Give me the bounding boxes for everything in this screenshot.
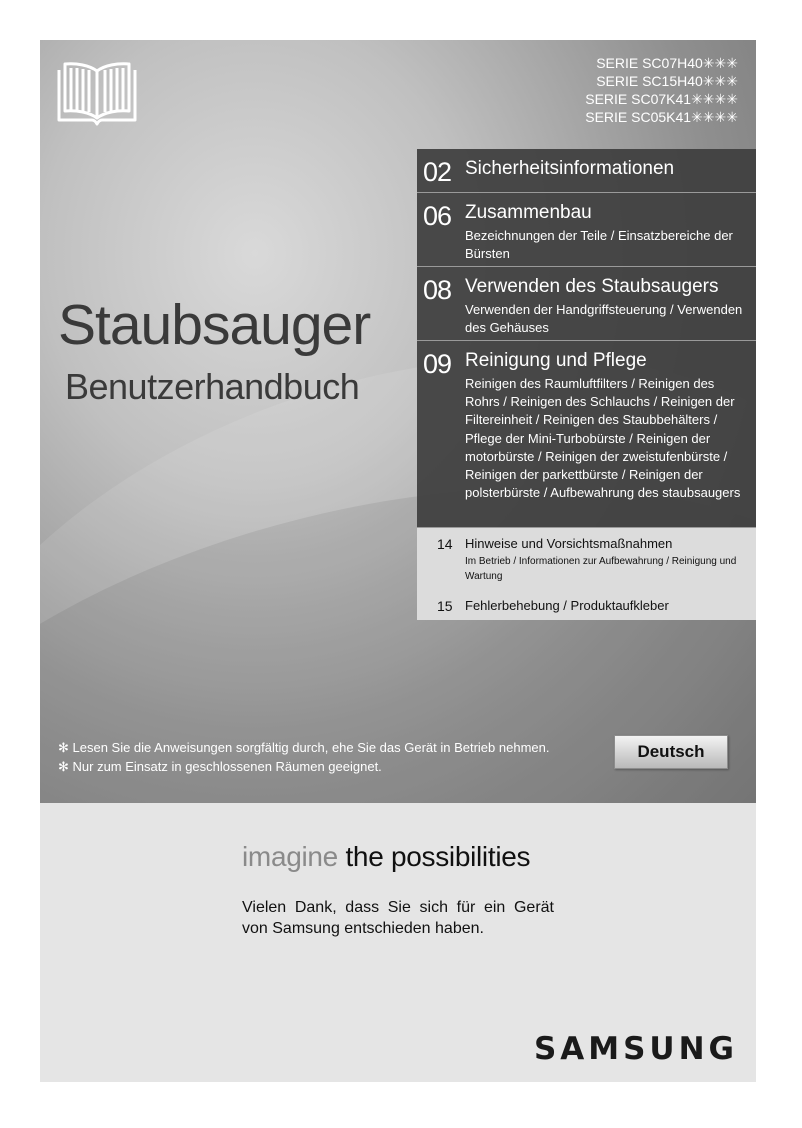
note-line: ✻ Lesen Sie die Anweisungen sorgfältig durch, ehe Sie das Gerät in Betrieb nehmen. [58, 740, 550, 755]
samsung-logo: SAMSUNG [533, 1031, 738, 1067]
series-line: SERIE SC07K41✳✳✳✳ [585, 91, 738, 107]
toc-entry[interactable] [417, 267, 756, 341]
thank-you-text: Vielen Dank, dass Sie sich für ein Gerät von Samsung entschieden haben. [242, 899, 554, 937]
table-of-contents [417, 149, 756, 620]
open-book-icon [54, 58, 140, 130]
note-line: ✻ Nur zum Einsatz in geschlossenen Räumen geeignet. [58, 759, 382, 774]
series-line: SERIE SC15H40✳✳✳ [596, 73, 738, 89]
usage-notes [58, 738, 549, 776]
toc-entry[interactable] [417, 193, 756, 267]
toc-title[interactable]: Hinweise und Vorsichtsmaßnahmen [465, 536, 673, 551]
toc-description: Reinigen des Raumluftfilters / Reinigen des Rohrs / Reinigen des Schlauchs / Reinigen der Filtereinheit / Reinigen des Staubbehälters / Pflege der Mini-Turbobürste / Reinigen der motorbürste / Reinigen der zweistufenbürste / Reinigen der parkettbürste / Reinigen der polsterbürste / Aufbewahrung des staubsaugers [465, 376, 741, 501]
toc-title: Reinigung und Pflege [465, 350, 647, 371]
toc-minor-section [417, 528, 756, 620]
toc-page-number: 15 [437, 598, 453, 614]
document-title: Staubsauger [58, 293, 371, 357]
language-button[interactable]: Deutsch [614, 735, 728, 769]
toc-title: Verwenden des Staubsaugers [465, 276, 719, 297]
toc-title: Zusammenbau [465, 202, 592, 223]
toc-description: Im Betrieb / Informationen zur Aufbewahrung / Reinigung und Wartung [465, 556, 737, 582]
toc-description: Bezeichnungen der Teile / Einsatzbereiche der Bürsten [465, 228, 733, 262]
toc-entry[interactable] [417, 341, 756, 528]
toc-page-number: 14 [437, 536, 453, 552]
series-list [585, 54, 738, 126]
tagline [242, 841, 530, 873]
toc-description: Verwenden der Handgriffsteuerung / Verwenden des Gehäuses [465, 302, 743, 336]
toc-title: Sicherheitsinformationen [465, 158, 675, 179]
toc-entry[interactable] [417, 149, 756, 193]
tagline-imagine: imagine [242, 841, 338, 872]
series-line: SERIE SC07H40✳✳✳ [596, 55, 738, 71]
toc-page-number: 06 [423, 201, 452, 231]
toc-page-number: 09 [423, 349, 452, 379]
toc-title[interactable]: Fehlerbehebung / Produktaufkleber [465, 598, 669, 613]
cover-area [40, 40, 756, 803]
toc-page-number: 02 [423, 157, 452, 187]
document-subtitle: Benutzerhandbuch [65, 366, 360, 407]
tagline-possibilities: the possibilities [337, 841, 531, 872]
series-line: SERIE SC05K41✳✳✳✳ [585, 109, 738, 125]
footer-area [40, 803, 756, 1082]
toc-page-number: 08 [423, 275, 452, 305]
